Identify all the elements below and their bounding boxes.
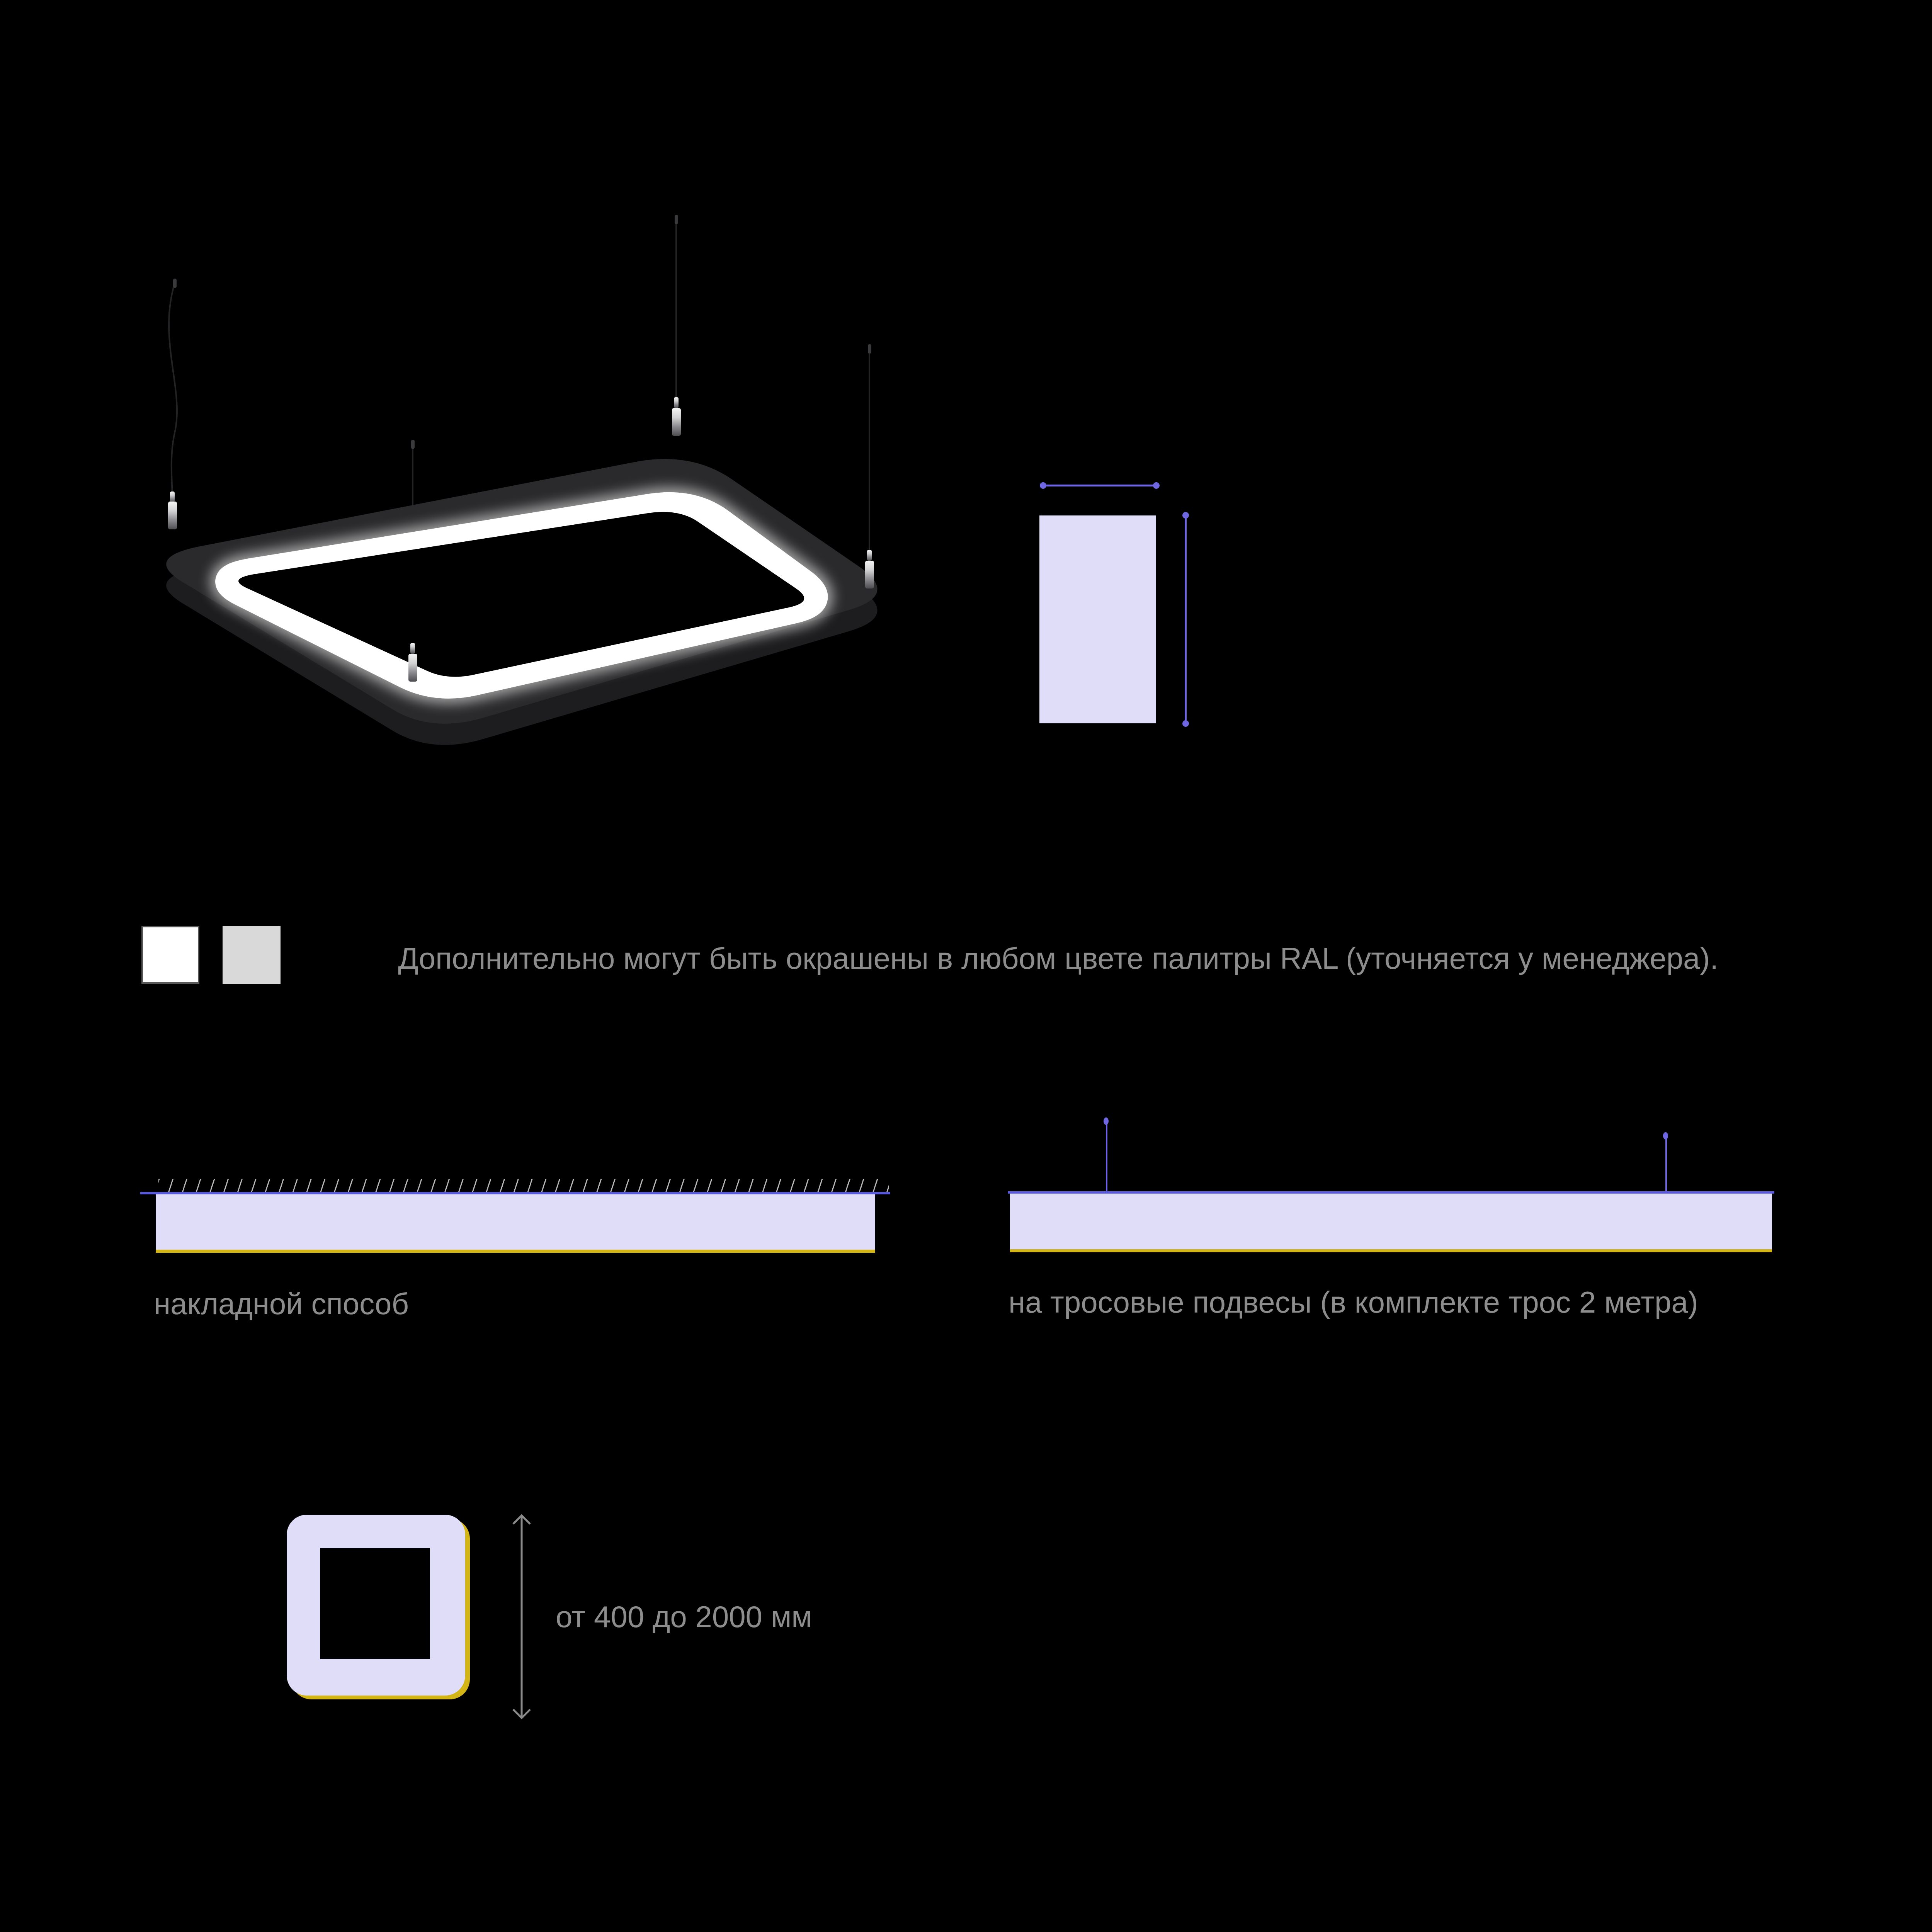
fixture-profile — [1010, 1194, 1772, 1249]
pendant-lamp-render — [0, 0, 966, 811]
cable-fitting-tip — [410, 643, 415, 654]
profile-cross-section — [1039, 515, 1156, 723]
led-strip — [1010, 1249, 1772, 1252]
color-swatch-white — [141, 926, 199, 984]
surface-mount-label: накладной способ — [154, 1287, 409, 1321]
led-strip — [156, 1250, 875, 1253]
lamp-cable-top-ticks — [173, 215, 871, 449]
cable-tick — [868, 344, 871, 354]
size-ring-hole — [320, 1548, 430, 1659]
suspension-mount-label: на тросовые подвесы (в комплекте трос 2 метра) — [1009, 1285, 1698, 1319]
height-dimension-line — [1185, 515, 1187, 724]
fixture-profile — [156, 1194, 875, 1250]
dimension-endpoint-dot — [1182, 720, 1189, 727]
dimension-endpoint-dot — [1153, 482, 1160, 489]
suspension-cable — [1106, 1124, 1107, 1194]
color-swatch-gray — [223, 926, 281, 984]
cable-fitting-tip — [170, 492, 175, 502]
dimension-endpoint-dot — [1182, 512, 1189, 519]
ral-color-note: Дополнительно могут быть окрашены в любом цвете палитры RAL (уточняется у менеджера). — [398, 941, 1719, 975]
width-dimension-line — [1043, 485, 1156, 486]
cable-fitting-tip — [867, 550, 872, 561]
cable-fitting — [168, 502, 177, 529]
cable-tick — [173, 279, 177, 288]
cable-tick — [411, 440, 415, 449]
cable-fitting — [408, 654, 417, 682]
cable-fitting-tip — [674, 397, 679, 408]
lamp-cable — [169, 283, 177, 499]
dimension-endpoint-dot — [1040, 482, 1046, 489]
cable-fitting — [672, 408, 681, 436]
ceiling-hatching — [158, 1179, 889, 1192]
size-range-arrow — [510, 1512, 534, 1722]
cable-tick — [675, 215, 678, 224]
suspension-cable — [1665, 1138, 1667, 1194]
cable-fitting — [865, 561, 874, 588]
size-range-label: от 400 до 2000 мм — [556, 1600, 812, 1634]
